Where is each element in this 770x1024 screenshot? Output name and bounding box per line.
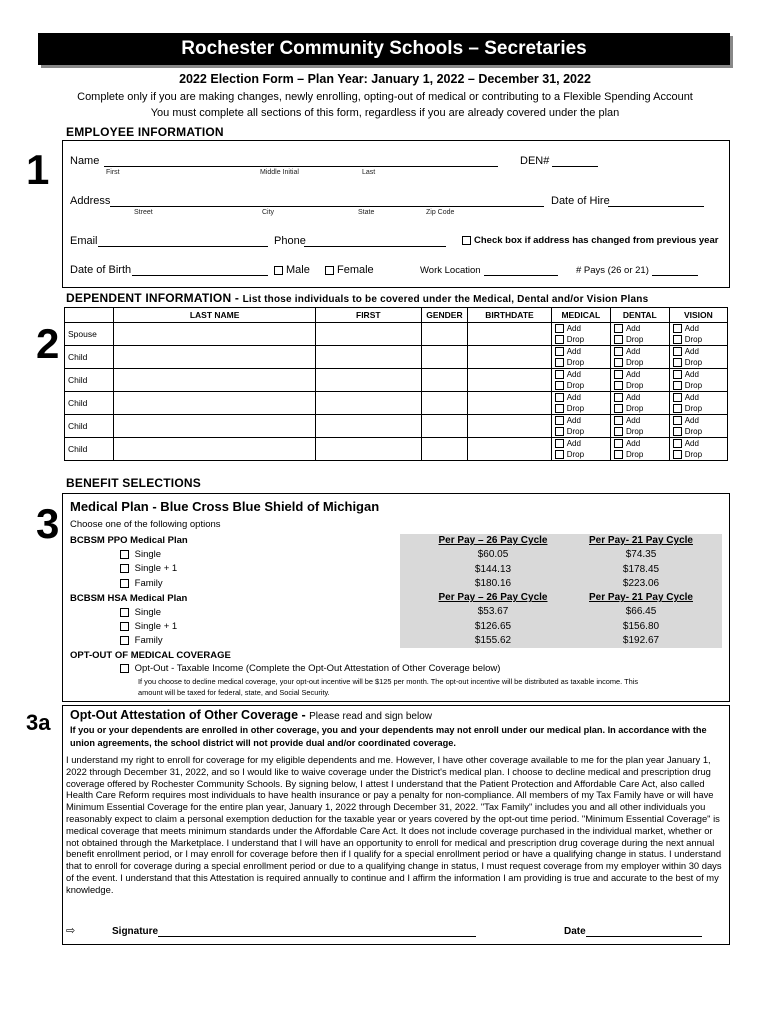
attestation-line: of the event. I understand that this Attestation is required annually to continue and I affirm the information I am providing is true and accurate to the best of my xyxy=(66,871,719,883)
drop-label: Drop xyxy=(684,427,703,436)
pays-field[interactable] xyxy=(652,264,698,276)
medical-cell xyxy=(551,438,610,461)
last-caption: Last xyxy=(362,169,376,176)
drop-label: Drop xyxy=(684,381,703,390)
price-value: $144.13 xyxy=(474,563,512,575)
tier-label: Family xyxy=(134,635,163,646)
section-number-3a: 3a xyxy=(26,710,51,735)
attestation-title-text: Opt-Out Attestation of Other Coverage - xyxy=(70,708,306,722)
drop-label: Drop xyxy=(625,335,644,344)
add-option[interactable] xyxy=(673,323,724,334)
birthdate-cell[interactable] xyxy=(468,415,551,438)
add-label: Add xyxy=(566,370,581,379)
optout-note-1: If you choose to decline medical coverage, your opt-out incentive will be $125 per month. The opt-out incentive will be distributed as taxable income. This xyxy=(138,677,639,686)
first-cell[interactable] xyxy=(315,346,421,369)
add-label: Add xyxy=(684,370,699,379)
email-field[interactable] xyxy=(98,234,268,247)
add-option[interactable] xyxy=(673,369,724,380)
last-name-cell[interactable] xyxy=(114,415,316,438)
employee-heading: EMPLOYEE INFORMATION xyxy=(66,125,224,139)
vision-cell xyxy=(669,369,727,392)
table-row xyxy=(65,438,728,461)
drop-label: Drop xyxy=(684,358,703,367)
ppo-single-option[interactable] xyxy=(120,549,161,560)
col21-header: Per Pay- 21 Pay Cycle xyxy=(589,592,693,604)
attestation-line: Health Care Reform requires most individuals to have health insurance or pay a penalty for non-compliance. All members of my Tax Family have or will have xyxy=(66,789,714,801)
drop-option[interactable] xyxy=(555,334,607,345)
birthdate-cell[interactable] xyxy=(468,369,551,392)
price-value: $156.80 xyxy=(622,620,660,632)
gender-cell[interactable] xyxy=(421,323,468,346)
add-label: Add xyxy=(625,416,641,425)
price-value: $223.06 xyxy=(622,577,660,589)
first-cell[interactable] xyxy=(315,323,421,346)
drop-label: Drop xyxy=(566,427,585,436)
dependent-heading xyxy=(66,291,648,305)
dental-cell xyxy=(610,438,669,461)
drop-label: Drop xyxy=(684,404,703,413)
gender-cell[interactable] xyxy=(421,392,468,415)
signature-field[interactable] xyxy=(158,924,476,937)
hsa-title: BCBSM HSA Medical Plan xyxy=(70,593,188,604)
add-option[interactable] xyxy=(673,415,724,426)
medical-cell xyxy=(551,415,610,438)
pays-label: # Pays (26 or 21) xyxy=(576,265,649,276)
birthdate-cell[interactable] xyxy=(468,392,551,415)
section-number-1: 1 xyxy=(26,146,50,193)
col26-header: Per Pay – 26 Pay Cycle xyxy=(438,535,548,546)
add-label: Add xyxy=(625,393,641,402)
last-name-cell[interactable] xyxy=(114,346,316,369)
optout-option-label: Opt-Out - Taxable Income (Complete the Opt-Out Attestation of Other Coverage below) xyxy=(134,663,501,674)
drop-option[interactable] xyxy=(673,357,724,368)
price-value: $74.35 xyxy=(625,549,657,561)
state-caption: State xyxy=(358,209,375,216)
drop-option[interactable] xyxy=(614,334,666,345)
col26-header: Per Pay – 26 Pay Cycle xyxy=(438,592,548,604)
attestation-line: reasonably expect to claim a personal exemption deduction for the taxable year or years covered by the opt-out time period. "Minimum Essential Coverage" is xyxy=(66,812,720,824)
drop-label: Drop xyxy=(625,450,644,459)
work-location-label: Work Location xyxy=(420,265,481,276)
drop-option[interactable] xyxy=(614,426,666,437)
instruction-1: Complete only if you are making changes, newly enrolling, opting-out of medical or contributing to a Flexible Spending Account xyxy=(77,91,693,103)
hsa-single-plus-one-option[interactable] xyxy=(120,621,177,632)
attestation-title xyxy=(70,708,432,722)
drop-option[interactable] xyxy=(555,426,607,437)
attestation-body xyxy=(66,754,726,896)
add-label: Add xyxy=(684,393,699,402)
drop-option[interactable] xyxy=(555,403,607,414)
attestation-title-note: Please read and sign below xyxy=(309,711,433,722)
medical-cell xyxy=(551,346,610,369)
female-option[interactable] xyxy=(325,264,374,276)
row-label: Child xyxy=(65,438,114,461)
last-name-cell[interactable] xyxy=(114,369,316,392)
add-option[interactable] xyxy=(614,323,666,334)
gender-cell[interactable] xyxy=(421,369,468,392)
address-changed-checkbox[interactable] xyxy=(462,236,471,245)
vision-cell xyxy=(669,415,727,438)
optout-title: OPT-OUT OF MEDICAL COVERAGE xyxy=(70,650,231,661)
add-option[interactable] xyxy=(614,369,666,380)
male-checkbox[interactable] xyxy=(274,266,283,275)
price-value: $53.67 xyxy=(477,606,509,618)
den-field[interactable] xyxy=(552,154,598,167)
drop-label: Drop xyxy=(625,404,644,413)
hsa-single-option[interactable] xyxy=(120,607,161,618)
dependent-heading-text: DEPENDENT INFORMATION - xyxy=(66,291,240,305)
form-subtitle: 2022 Election Form – Plan Year: January 1, 2022 – December 31, 2022 xyxy=(179,72,591,86)
price-column-21 xyxy=(560,534,722,648)
tier-label: Single xyxy=(134,549,162,560)
drop-label: Drop xyxy=(684,450,703,459)
add-option[interactable] xyxy=(555,415,607,426)
vision-cell xyxy=(669,438,727,461)
add-option[interactable] xyxy=(555,392,607,403)
drop-option[interactable] xyxy=(673,380,724,391)
add-option[interactable] xyxy=(555,369,607,380)
medical-cell xyxy=(551,392,610,415)
price-value: $60.05 xyxy=(477,549,509,561)
date-label: Date xyxy=(564,926,586,937)
attestation-bold-2: union agreements, the school district will not provide dual and/or coordinated coverage. xyxy=(70,738,456,748)
vision-cell xyxy=(669,392,727,415)
city-caption: City xyxy=(262,209,275,216)
drop-label: Drop xyxy=(625,427,644,436)
drop-label: Drop xyxy=(625,358,644,367)
table-row xyxy=(65,392,728,415)
dental-cell xyxy=(610,415,669,438)
row-label: Spouse xyxy=(65,323,114,346)
tier-label: Single + 1 xyxy=(134,621,178,632)
col-dental: DENTAL xyxy=(610,308,669,323)
drop-label: Drop xyxy=(625,381,644,390)
attestation-line: knowledge. xyxy=(66,883,114,895)
gender-cell[interactable] xyxy=(421,346,468,369)
col-gender: GENDER xyxy=(421,308,468,323)
drop-option[interactable] xyxy=(555,380,607,391)
col21-header: Per Pay- 21 Pay Cycle xyxy=(589,535,693,546)
add-label: Add xyxy=(625,439,641,448)
birthdate-cell[interactable] xyxy=(468,438,551,461)
hsa-family-option[interactable] xyxy=(120,635,163,646)
male-label: Male xyxy=(286,264,310,276)
add-label: Add xyxy=(684,347,699,356)
section-number-2: 2 xyxy=(36,320,60,367)
tier-label: Single xyxy=(134,607,162,618)
table-row xyxy=(65,346,728,369)
dob-field[interactable] xyxy=(132,263,268,276)
add-label: Add xyxy=(566,439,581,448)
drop-option[interactable] xyxy=(673,449,724,460)
arrow-icon: ⇨ xyxy=(66,925,76,937)
vision-cell xyxy=(669,346,727,369)
add-option[interactable] xyxy=(673,438,724,449)
col-first: FIRST xyxy=(315,308,421,323)
add-option[interactable] xyxy=(614,392,666,403)
ppo-family-option[interactable] xyxy=(120,578,163,589)
male-option[interactable] xyxy=(274,264,310,276)
add-option[interactable] xyxy=(555,346,607,357)
add-option[interactable] xyxy=(673,392,724,403)
choose-instruction: Choose one of the following options xyxy=(70,519,221,530)
dental-cell xyxy=(610,346,669,369)
row-label: Child xyxy=(65,415,114,438)
add-label: Add xyxy=(625,324,641,333)
address-field[interactable] xyxy=(110,194,544,207)
street-caption: Street xyxy=(134,209,153,216)
table-row xyxy=(65,323,728,346)
add-label: Add xyxy=(684,439,699,448)
medical-plan-title: Medical Plan - Blue Cross Blue Shield of Michigan xyxy=(70,499,380,514)
attestation-bold-1: If you or your dependents are enrolled in other coverage, you and your dependents may not enroll under our medical plan. In accordance with the xyxy=(70,725,707,735)
optout-note-2: amount will be taxed for federal, state, and Social Security. xyxy=(138,688,330,697)
email-label: Email xyxy=(70,235,98,247)
drop-label: Drop xyxy=(566,335,585,344)
phone-label: Phone xyxy=(274,235,306,247)
address-changed-option[interactable] xyxy=(462,235,718,246)
medical-cell xyxy=(551,369,610,392)
add-option[interactable] xyxy=(555,438,607,449)
add-label: Add xyxy=(684,324,699,333)
female-label: Female xyxy=(337,264,374,276)
address-changed-label: Check box if address has changed from previous year xyxy=(474,235,719,246)
row-label: Child xyxy=(65,346,114,369)
tier-label: Family xyxy=(134,578,163,589)
dob-label: Date of Birth xyxy=(70,264,132,276)
add-option[interactable] xyxy=(555,323,607,334)
dependent-header-row xyxy=(65,308,728,323)
drop-label: Drop xyxy=(566,450,585,459)
address-label: Address xyxy=(70,195,111,207)
col-birthdate: BIRTHDATE xyxy=(468,308,551,323)
add-label: Add xyxy=(566,393,581,402)
add-option[interactable] xyxy=(614,438,666,449)
name-field[interactable] xyxy=(104,154,498,167)
drop-label: Drop xyxy=(566,404,585,413)
gender-cell[interactable] xyxy=(421,438,468,461)
add-option[interactable] xyxy=(673,346,724,357)
last-name-cell[interactable] xyxy=(114,323,316,346)
drop-option[interactable] xyxy=(673,403,724,414)
drop-option[interactable] xyxy=(614,449,666,460)
work-location-field[interactable] xyxy=(484,264,558,276)
col-vision: VISION xyxy=(669,308,727,323)
ppo-title: BCBSM PPO Medical Plan xyxy=(70,535,188,546)
price-value: $66.45 xyxy=(625,606,657,618)
drop-option[interactable] xyxy=(614,403,666,414)
phone-field[interactable] xyxy=(304,234,446,247)
optout-option[interactable] xyxy=(120,663,500,674)
tier-label: Single + 1 xyxy=(134,563,178,574)
form-title: Rochester Community Schools – Secretaries xyxy=(38,33,730,65)
ppo-single-plus-one-option[interactable] xyxy=(120,563,177,574)
add-label: Add xyxy=(625,370,641,379)
attestation-line: coverage offered by Rochester Community Schools. By signing below, I attest I understand that the Patient Protection and Affordable Care Act, also called xyxy=(66,777,705,789)
attestation-line: benefit enrollment period, or I may enroll for coverage before then if I qualify for a special enrollment period or have a qualifying change in status. I understand xyxy=(66,848,722,860)
first-caption: First xyxy=(106,169,120,176)
dependent-heading-note: List those individuals to be covered under the Medical, Dental and/or Vision Plans xyxy=(242,294,649,305)
row-label: Child xyxy=(65,369,114,392)
table-row xyxy=(65,415,728,438)
attestation-line: 2022 through December 31, 2022, and so I would like to waive coverage under the District's medical plan. I choose to decline medical and prescription drug xyxy=(66,765,711,777)
date-field[interactable] xyxy=(586,924,702,937)
benefits-heading: BENEFIT SELECTIONS xyxy=(66,476,201,490)
first-cell[interactable] xyxy=(315,369,421,392)
first-cell[interactable] xyxy=(315,392,421,415)
col-last-name: LAST NAME xyxy=(114,308,316,323)
name-label: Name xyxy=(70,155,100,167)
medical-cell xyxy=(551,323,610,346)
dental-cell xyxy=(610,369,669,392)
attestation-line: I understand my right to enroll for coverage for my eligible dependents and me. However, I have other coverage available to me for the plan year January 1, xyxy=(66,754,711,765)
drop-option[interactable] xyxy=(555,449,607,460)
price-value: $126.65 xyxy=(474,620,512,632)
price-value: $178.45 xyxy=(622,563,660,575)
drop-label: Drop xyxy=(566,381,585,390)
dental-cell xyxy=(610,323,669,346)
drop-option[interactable] xyxy=(555,357,607,368)
hire-label: Date of Hire xyxy=(551,195,610,207)
middle-caption: Middle Initial xyxy=(260,169,299,176)
add-option[interactable] xyxy=(614,415,666,426)
price-value: $155.62 xyxy=(474,635,512,647)
attestation-line: medical coverage that meets minimum standards under the Affordable Care Act. It does not include coverage purchased in the individual market, whether or xyxy=(66,824,713,836)
drop-option[interactable] xyxy=(673,426,724,437)
add-label: Add xyxy=(625,347,641,356)
attestation-line: that to enroll for coverage during a special enrollment period or due to a qualifying change in status, I must request coverage from my employer within 30 days xyxy=(66,860,722,872)
drop-option[interactable] xyxy=(673,334,724,345)
drop-label: Drop xyxy=(684,335,703,344)
first-cell[interactable] xyxy=(315,438,421,461)
row-label: Child xyxy=(65,392,114,415)
last-name-cell[interactable] xyxy=(114,392,316,415)
instruction-2: You must complete all sections of this form, regardless if you are already covered under the plan xyxy=(150,107,620,119)
zip-caption: Zip Code xyxy=(426,209,455,216)
table-row xyxy=(65,369,728,392)
female-checkbox[interactable] xyxy=(325,266,334,275)
vision-cell xyxy=(669,323,727,346)
drop-option[interactable] xyxy=(614,380,666,391)
add-option[interactable] xyxy=(614,346,666,357)
price-value: $180.16 xyxy=(474,577,512,589)
add-label: Add xyxy=(566,416,581,425)
den-label: DEN# xyxy=(520,155,550,167)
gender-cell[interactable] xyxy=(421,415,468,438)
first-cell[interactable] xyxy=(315,415,421,438)
signature-label: Signature xyxy=(112,926,159,937)
drop-label: Drop xyxy=(566,358,585,367)
birthdate-cell[interactable] xyxy=(468,323,551,346)
add-label: Add xyxy=(566,324,581,333)
attestation-line: not obtained through the Marketplace. I understand that I will have an opportunity to enroll for medical and prescription drug coverage during the next annual xyxy=(66,836,715,848)
last-name-cell[interactable] xyxy=(114,438,316,461)
dental-cell xyxy=(610,392,669,415)
price-value: $192.67 xyxy=(622,635,660,647)
add-label: Add xyxy=(684,416,699,425)
drop-option[interactable] xyxy=(614,357,666,368)
blank-header xyxy=(65,308,114,323)
add-label: Add xyxy=(566,347,581,356)
dependent-table xyxy=(64,307,728,461)
section-number-3: 3 xyxy=(36,500,60,547)
attestation-line: Minimum Essential Coverage for the entire plan year, January 1, 2022 through December 31, 2022. "Tax Family" includes you and all other individuals you xyxy=(66,801,706,813)
birthdate-cell[interactable] xyxy=(468,346,551,369)
col-medical: MEDICAL xyxy=(551,308,610,323)
hire-field[interactable] xyxy=(608,194,704,207)
